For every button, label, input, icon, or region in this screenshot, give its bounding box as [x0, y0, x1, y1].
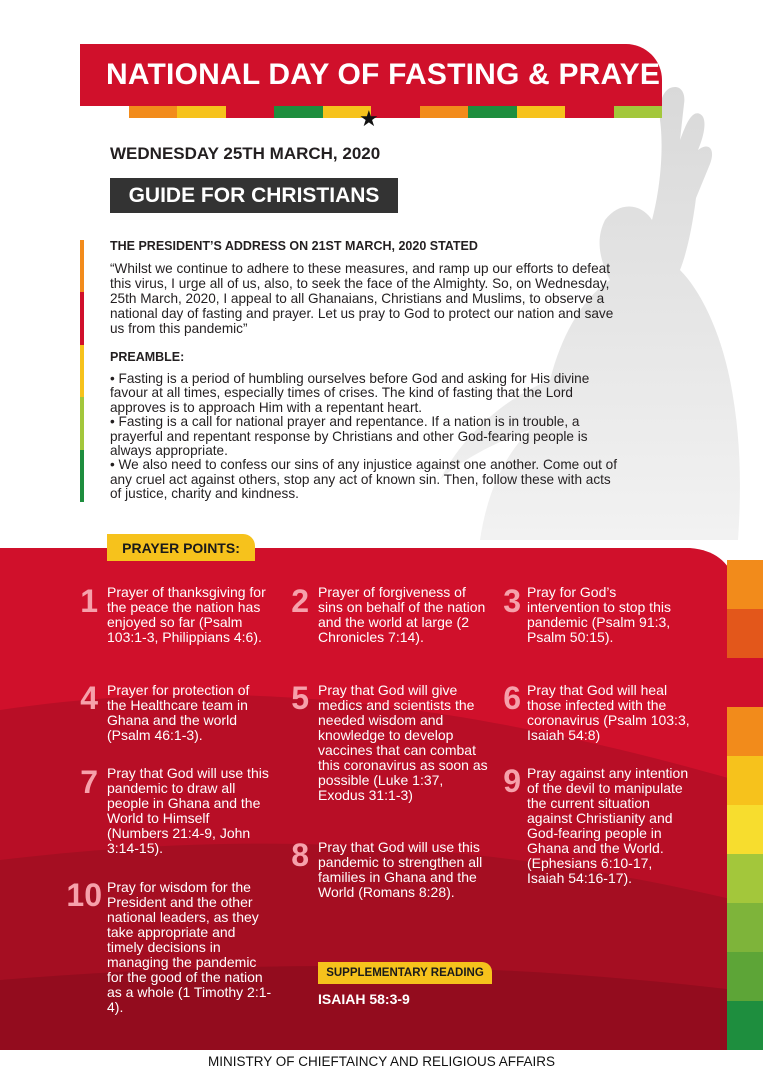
preamble-list: [110, 372, 620, 502]
preamble-item: • Fasting is a call for national prayer and repentance. If a nation is in trouble, a prayerful and repentant response by Christians and other God-fearing people is always appropriate.: [110, 414, 588, 459]
address-heading: THE PRESIDENT’S ADDRESS ON 21ST MARCH, 2020 STATED: [110, 239, 478, 253]
flag-strip-segment: [80, 106, 129, 118]
footer-ministry: MINISTRY OF CHIEFTAINCY AND RELIGIOUS AFFAIRS: [207, 1054, 556, 1069]
prayer-number: 9: [503, 763, 521, 799]
flag-strip-segment: [517, 106, 566, 118]
flag-strip-segment: [177, 106, 226, 118]
prayer-number: 10: [66, 877, 102, 913]
prayer-number: 2: [291, 583, 309, 619]
supplementary-reference: ISAIAH 58:3-9: [318, 991, 410, 1007]
prayer-point-text: Pray that God will give medics and scientists the needed wisdom and knowledge to develop vaccines that can combat this coronavirus as soon as possible (Luke 1:37, Exodus 31:1-3): [318, 682, 488, 803]
flag-strip-segment: [565, 106, 614, 118]
prayer-number: 7: [80, 764, 98, 800]
guide-label: GUIDE FOR CHRISTIANS: [110, 178, 398, 213]
prayer-point-text: Pray against any intention of the devil to manipulate the current situation against Christianity and God-fearing people in Ghana and the World. (Ephesians 6:10-17, Isaiah 54:16-17).: [527, 765, 689, 886]
prayer-points-label: PRAYER POINTS:: [107, 534, 255, 561]
flag-strip-segment: [614, 106, 663, 118]
page-title: NATIONAL DAY OF FASTING & PRAYER: [106, 58, 682, 91]
side-color-bar: [80, 240, 84, 502]
preamble-heading: PREAMBLE:: [110, 350, 185, 364]
preamble-item: • Fasting is a period of humbling ourselves before God and asking for His divine favour at all times, especially times of crises. The kind of fasting that the Lord approves is to approach Him with a repentant heart.: [110, 371, 590, 415]
flag-strip-segment: [468, 106, 517, 118]
prayer-point-text: Pray that God will use this pandemic to draw all people in Ghana and the World to Himself (Numbers 21:4-9, John 3:14-15).: [107, 765, 269, 856]
prayer-point-text: Pray for God’s intervention to stop this pandemic (Psalm 91:3, Psalm 50:15).: [527, 584, 671, 645]
prayer-number: 5: [291, 680, 309, 716]
prayer-number: 4: [80, 680, 98, 716]
prayer-point-text: Prayer of thanksgiving for the peace the nation has enjoyed so far (Psalm 103:1-3, Philippians 4:6).: [107, 584, 266, 645]
event-date: WEDNESDAY 25TH MARCH, 2020: [110, 144, 381, 163]
prayer-number: 1: [80, 583, 98, 619]
prayer-number: 3: [503, 583, 521, 619]
flag-strip-segment: [226, 106, 275, 118]
supplementary-reading-label: SUPPLEMENTARY READING: [318, 962, 492, 984]
prayer-point-text: Pray for wisdom for the President and the other national leaders, as they take appropriate and timely decisions in managing the pandemic for the good of the nation as a whole (1 Timothy 2:1-4).: [107, 879, 272, 1015]
preamble-item: • We also need to confess our sins of any injustice against one another. Come out of any cruel act against others, stop any act of known sin. Then, follow these with acts of justice, charity and kindness.: [110, 457, 618, 502]
president-quote: “Whilst we continue to adhere to these measures, and ramp up our efforts to defeat this virus, I urge all of us, also, to seek the face of the Almighty. So, on Wednesday, 25th March, 2020, I appeal to all Ghanaians, Christians and Muslims, to observe a national day of fasting and prayer. Let us pray to God to protect our nation and save us from this pandemic”: [110, 261, 614, 336]
prayer-point-text: Prayer for protection of the Healthcare team in Ghana and the world (Psalm 46:1-3).: [107, 682, 250, 743]
prayer-point-text: Pray that God will heal those infected with the coronavirus (Psalm 103:3, Isaiah 54:8): [527, 682, 690, 743]
flag-strip-segment: [129, 106, 178, 118]
star-icon: ★: [359, 106, 379, 131]
right-color-bars: [727, 560, 763, 1050]
flag-strip-segment: [420, 106, 469, 118]
prayer-point-text: Pray that God will use this pandemic to strengthen all families in Ghana and the World (Romans 8:28).: [318, 839, 483, 900]
prayer-number: 8: [291, 837, 309, 873]
prayer-number: 6: [503, 680, 521, 716]
prayer-point-text: Prayer of forgiveness of sins on behalf of the nation and the world at large (2 Chronicles 7:14).: [318, 584, 486, 645]
flag-strip-segment: [274, 106, 323, 118]
